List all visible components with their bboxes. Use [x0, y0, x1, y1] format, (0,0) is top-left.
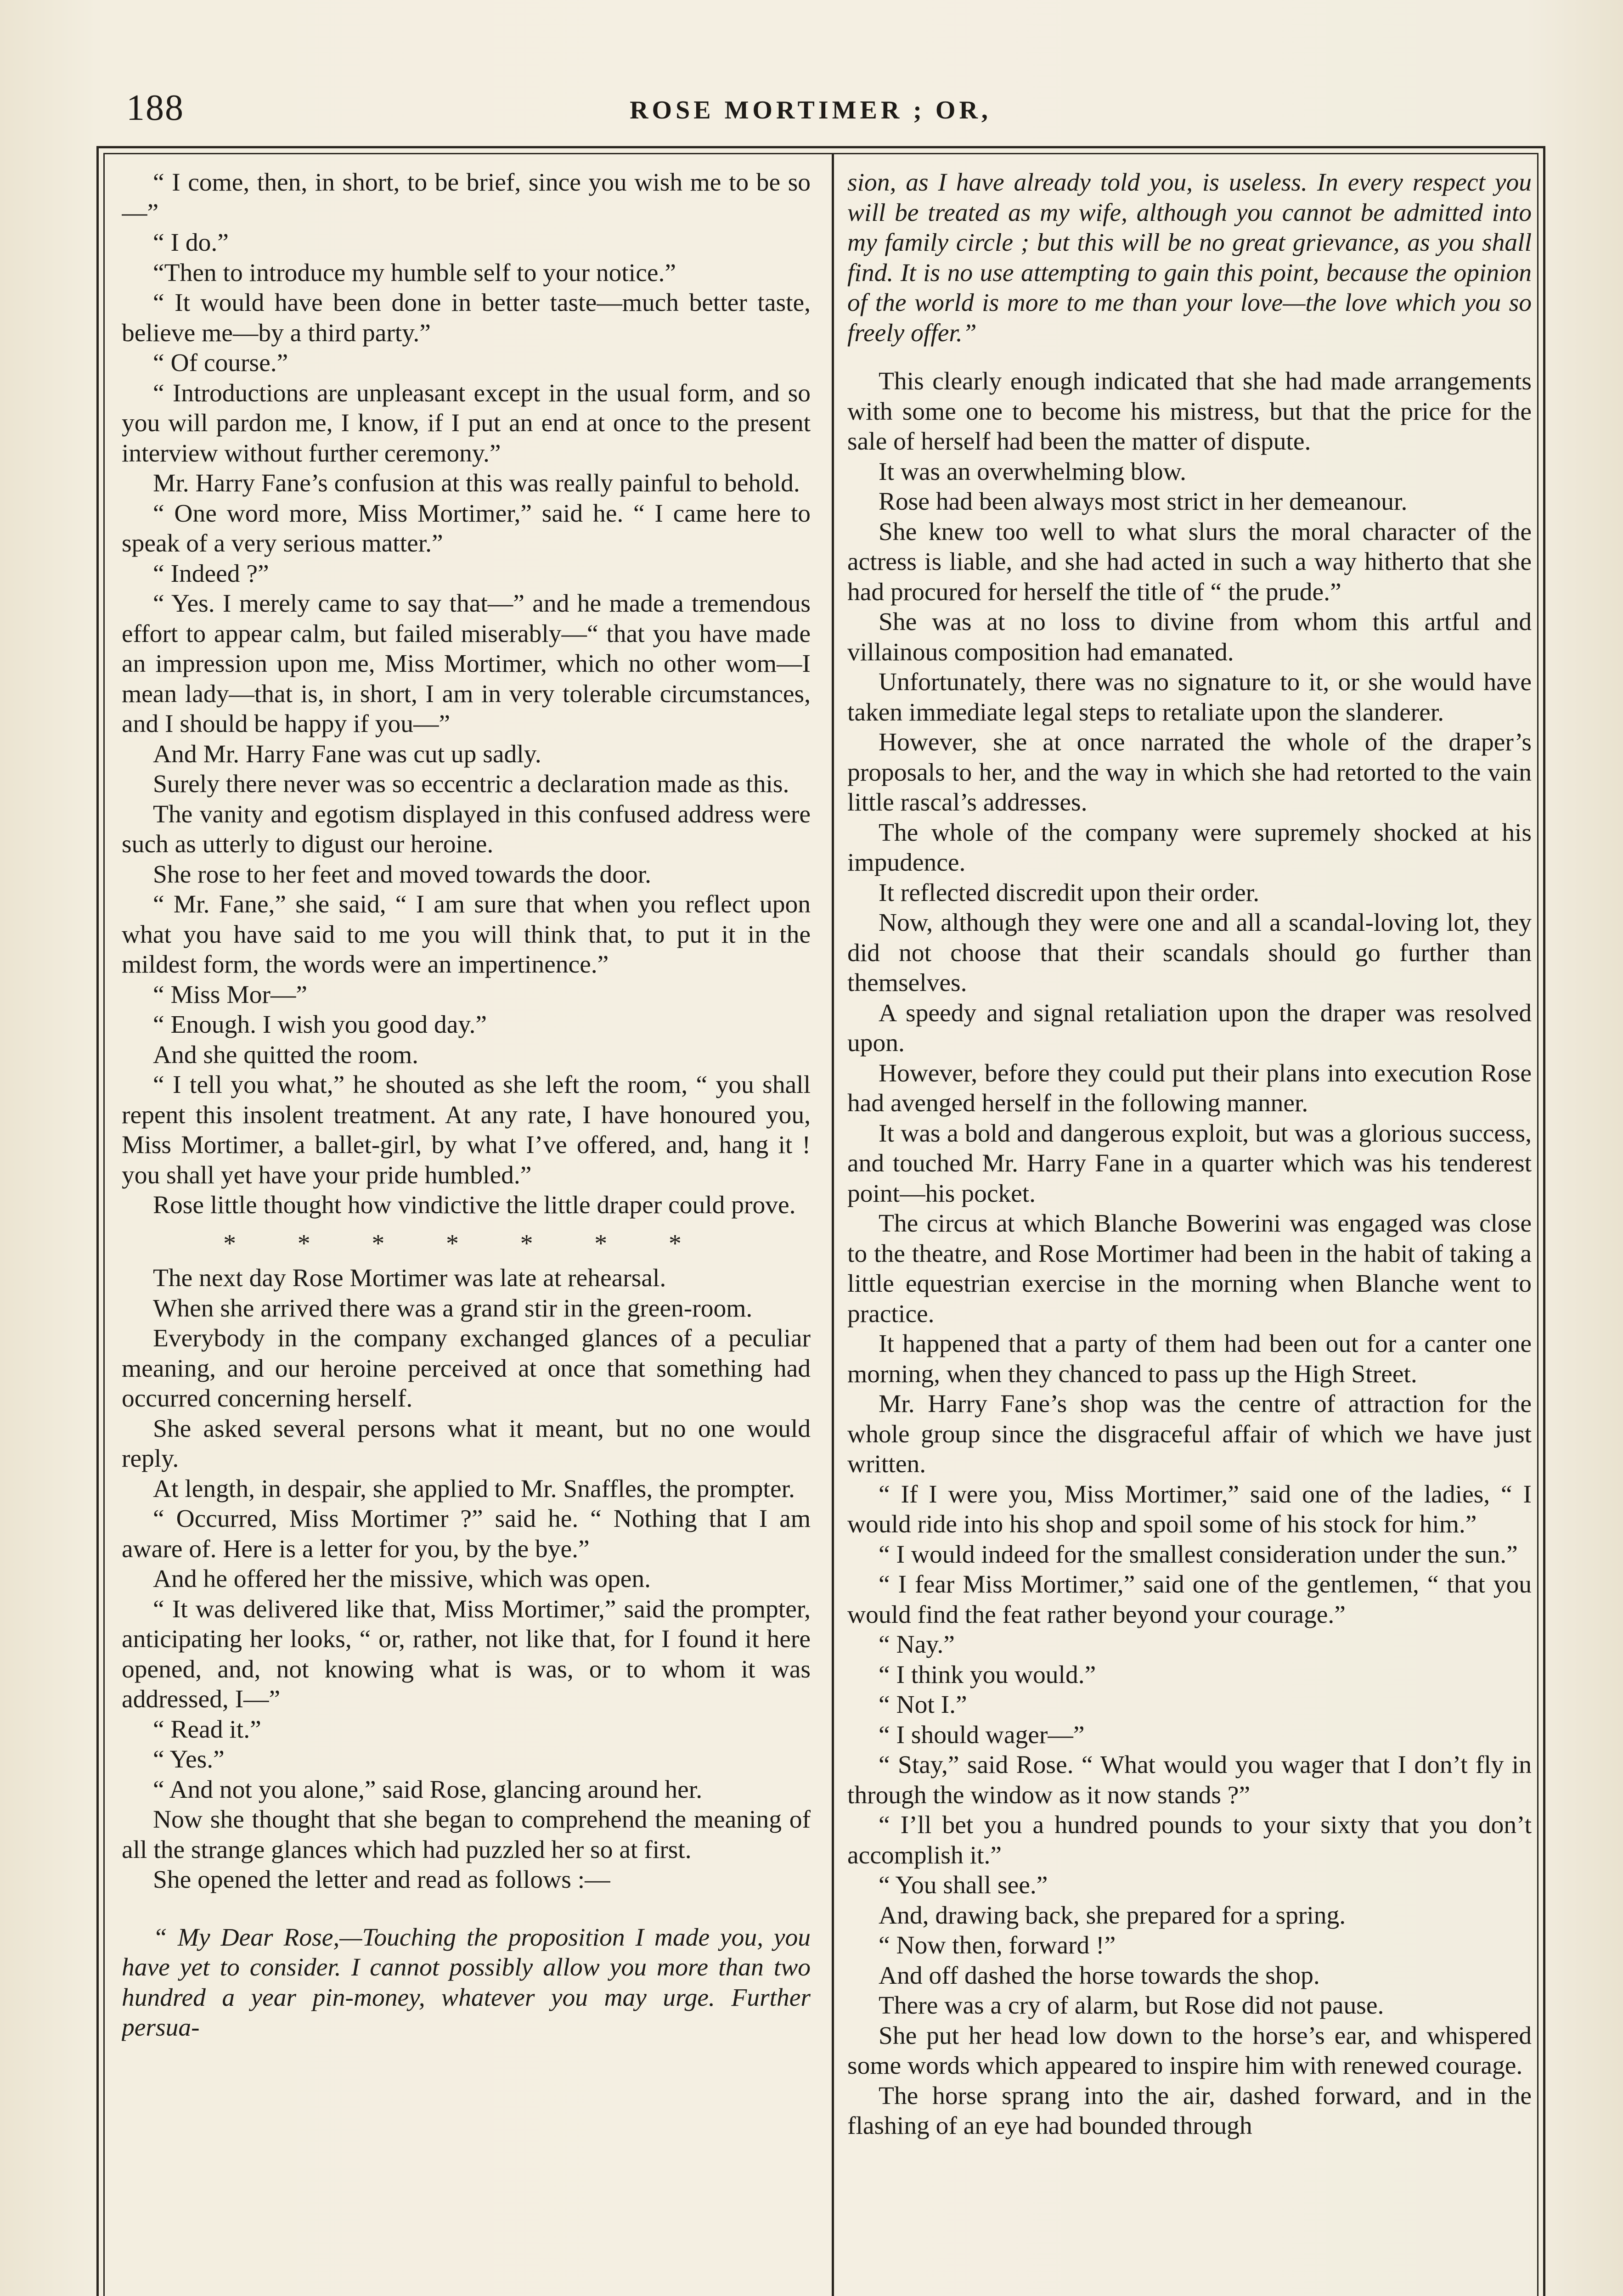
- paragraph: And she quitted the room.: [153, 1041, 419, 1069]
- paragraph: And off dashed the horse towards the shop.: [879, 1961, 1320, 1990]
- paragraph: “ Introductions are unpleasant except in the usual form, and so you will pardon me, I know, if I put an end at once to the present interview without further ceremony.”: [122, 379, 811, 467]
- paragraph: “ Enough. I wish you good day.”: [153, 1011, 487, 1039]
- paragraph: The whole of the company were supremely shocked at his impudence.: [847, 818, 1532, 877]
- paragraph: “ Now then, forward !”: [879, 1931, 1116, 1959]
- paragraph: However, before they could put their plans into execution Rose had avenged herself in the following manner.: [847, 1059, 1532, 1117]
- paragraph: “ I’ll bet you a hundred pounds to your sixty that you don’t accomplish it.”: [847, 1811, 1532, 1869]
- paragraph: “ Stay,” said Rose. “ What would you wager that I don’t fly in through the window as it now stands ?”: [847, 1751, 1532, 1809]
- paragraph: “ Not I.”: [879, 1691, 967, 1719]
- paragraph: Unfortunately, there was no signature to it, or she would have taken immediate legal steps to retaliate upon the slanderer.: [847, 668, 1532, 726]
- left-column: [122, 168, 811, 2296]
- page-header: [78, 87, 1543, 138]
- paragraph: “ You shall see.”: [879, 1871, 1048, 1899]
- paragraph: Rose little thought how vindictive the little draper could prove.: [153, 1191, 796, 1219]
- paragraph: When she arrived there was a grand stir in the green-room.: [153, 1294, 753, 1322]
- letter-text-continued: sion, as I have already told you, is useless. In every respect you will be treated as my wife, although you cannot be admitted into my family circle ; but this will be no great grievance, as you shall find. It is no use attempting to gain this point, because the opinion of the world is more to me than your love—the love which you so freely offer.”: [847, 169, 1532, 347]
- paragraph: And, drawing back, she prepared for a spring.: [879, 1901, 1346, 1930]
- paragraph: The next day Rose Mortimer was late at rehearsal.: [153, 1264, 666, 1292]
- paragraph: Mr. Harry Fane’s confusion at this was really painful to behold.: [153, 469, 800, 497]
- paragraph: It was a bold and dangerous exploit, but was a glorious success, and touched Mr. Harry Fane in a quarter which was his tenderest point—his pocket.: [847, 1119, 1532, 1208]
- paragraph: A speedy and signal retaliation upon the draper was resolved upon.: [847, 999, 1532, 1057]
- paragraph: It happened that a party of them had been out for a canter one morning, when they chanced to pass up the High Street.: [847, 1330, 1532, 1388]
- running-head: ROSE MORTIMER ; OR,: [630, 96, 992, 124]
- paragraph: She knew too well to what slurs the moral character of the actress is liable, and she had acted in such a way hitherto that she had procured for herself the title of “ the prude.”: [847, 518, 1532, 606]
- paragraph: She asked several persons what it meant, but no one would reply.: [122, 1414, 811, 1473]
- paragraph: “ I would indeed for the smallest consideration under the sun.”: [879, 1540, 1518, 1569]
- paragraph: “ Mr. Fane,” she said, “ I am sure that when you reflect upon what you have said to me you will think that, to put it in the mildest form, the words were an impertinence.”: [122, 890, 811, 979]
- paragraph: Now she thought that she began to comprehend the meaning of all the strange glances which had puzzled her so at first.: [122, 1806, 811, 1864]
- paragraph: And he offered her the missive, which was open.: [153, 1565, 651, 1593]
- paragraph: “ I should wager—”: [879, 1721, 1085, 1749]
- paragraph: “ One word more, Miss Mortimer,” said he. “ I came here to speak of a very serious matter.”: [122, 499, 811, 557]
- paragraph: The vanity and egotism displayed in this confused address were such as utterly to digust our heroine.: [122, 800, 811, 858]
- paragraph: “ Of course.”: [153, 349, 288, 377]
- paragraph: “ Yes.”: [153, 1745, 225, 1773]
- paragraph: “ I think you would.”: [879, 1660, 1096, 1689]
- section-break-asterisks: * * * * * * *: [223, 1229, 709, 1258]
- paragraph: “ Miss Mor—”: [153, 980, 308, 1009]
- paragraph: “ I do.”: [153, 229, 229, 257]
- paragraph: There was a cry of alarm, but Rose did not pause.: [879, 1992, 1384, 2020]
- paragraph: “ I fear Miss Mortimer,” said one of the gentlemen, “ that you would find the feat rather beyond your courage.”: [847, 1570, 1532, 1629]
- paragraph: However, she at once narrated the whole of the draper’s proposals to her, and the way in which she had retorted to the vain little rascal’s addresses.: [847, 728, 1532, 816]
- right-column: [847, 168, 1532, 2296]
- paragraph: The horse sprang into the air, dashed forward, and in the flashing of an eye had bounded through: [847, 2082, 1532, 2140]
- paragraph: “ I come, then, in short, to be brief, since you wish me to be so—”: [122, 169, 811, 227]
- paragraph: The circus at which Blanche Bowerini was engaged was close to the theatre, and Rose Mortimer had been in the habit of taking a little equestrian exercise in the morning when Blanche went to practice.: [847, 1210, 1532, 1328]
- paragraph: Surely there never was so eccentric a declaration made as this.: [153, 770, 789, 798]
- paragraph: “ It would have been done in better taste—much better taste, believe me—by a third party.”: [122, 289, 811, 347]
- paragraph: It was an overwhelming blow.: [879, 457, 1186, 486]
- paragraph: “ Indeed ?”: [153, 559, 269, 588]
- paragraph: Now, although they were one and all a scandal-loving lot, they did not choose that their scandals should go further than themselves.: [847, 909, 1532, 997]
- page-number: 188: [126, 88, 184, 128]
- paragraph: She opened the letter and read as follows :—: [153, 1866, 610, 1894]
- paragraph: “ And not you alone,” said Rose, glancing around her.: [153, 1775, 703, 1804]
- paragraph: “ Yes. I merely came to say that—” and he made a tremendous effort to appear calm, but failed miserably—“ that you have made an impression upon me, Miss Mortimer, which no other wom—I mean lady—that is, in short, I am in very tolerable circumstances, and I should be happy if you—”: [122, 590, 811, 738]
- paragraph: “Then to introduce my humble self to your notice.”: [153, 259, 676, 287]
- paragraph: “ Nay.”: [879, 1631, 955, 1659]
- paragraph: She was at no loss to divine from whom this artful and villainous composition had emanated.: [847, 608, 1532, 666]
- paragraph: “ I tell you what,” he shouted as she left the room, “ you shall repent this insolent treatment. At any rate, I have honoured you, Miss Mortimer, a ballet-girl, by what I’ve offered, and, hang it ! you shall yet have your pride humbled.”: [122, 1071, 811, 1189]
- paragraph: This clearly enough indicated that she had made arrangements with some one to become his mistress, but that the price for the sale of herself had been the matter of dispute.: [847, 367, 1532, 456]
- paragraph: At length, in despair, she applied to Mr. Snaffles, the prompter.: [153, 1474, 795, 1503]
- letter-text: “ My Dear Rose,—Touching the proposition I made you, you have yet to consider. I cannot possibly allow you more than two hundred a year pin-money, whatever you may urge. Further persua-: [122, 1923, 811, 2042]
- paragraph: “ Read it.”: [153, 1715, 261, 1744]
- paragraph: Mr. Harry Fane’s shop was the centre of attraction for the whole group since the disgraceful affair of which we have just written.: [847, 1390, 1532, 1478]
- paragraph: “ It was delivered like that, Miss Mortimer,” said the prompter, anticipating her looks, “ or, rather, not like that, for I found it here opened, and, not knowing what is was, or to whom it was addressed, I—”: [122, 1595, 811, 1713]
- paragraph: And Mr. Harry Fane was cut up sadly.: [153, 740, 541, 768]
- paragraph: Everybody in the company exchanged glances of a peculiar meaning, and our heroine perceived at once that something had occurred concerning herself.: [122, 1324, 811, 1412]
- column-divider: [832, 154, 834, 2296]
- paragraph: She rose to her feet and moved towards the door.: [153, 860, 652, 889]
- paragraph: It reflected discredit upon their order.: [879, 878, 1260, 907]
- paragraph: Rose had been always most strict in her demeanour.: [879, 488, 1408, 516]
- paragraph: “ If I were you, Miss Mortimer,” said one of the ladies, “ I would ride into his shop and spoil some of his stock for him.”: [847, 1480, 1532, 1538]
- paragraph: “ Occurred, Miss Mortimer ?” said he. “ Nothing that I am aware of. Here is a letter for you, by the bye.”: [122, 1505, 811, 1563]
- paragraph: She put her head low down to the horse’s ear, and whispered some words which appeared to inspire him with renewed courage.: [847, 2021, 1532, 2080]
